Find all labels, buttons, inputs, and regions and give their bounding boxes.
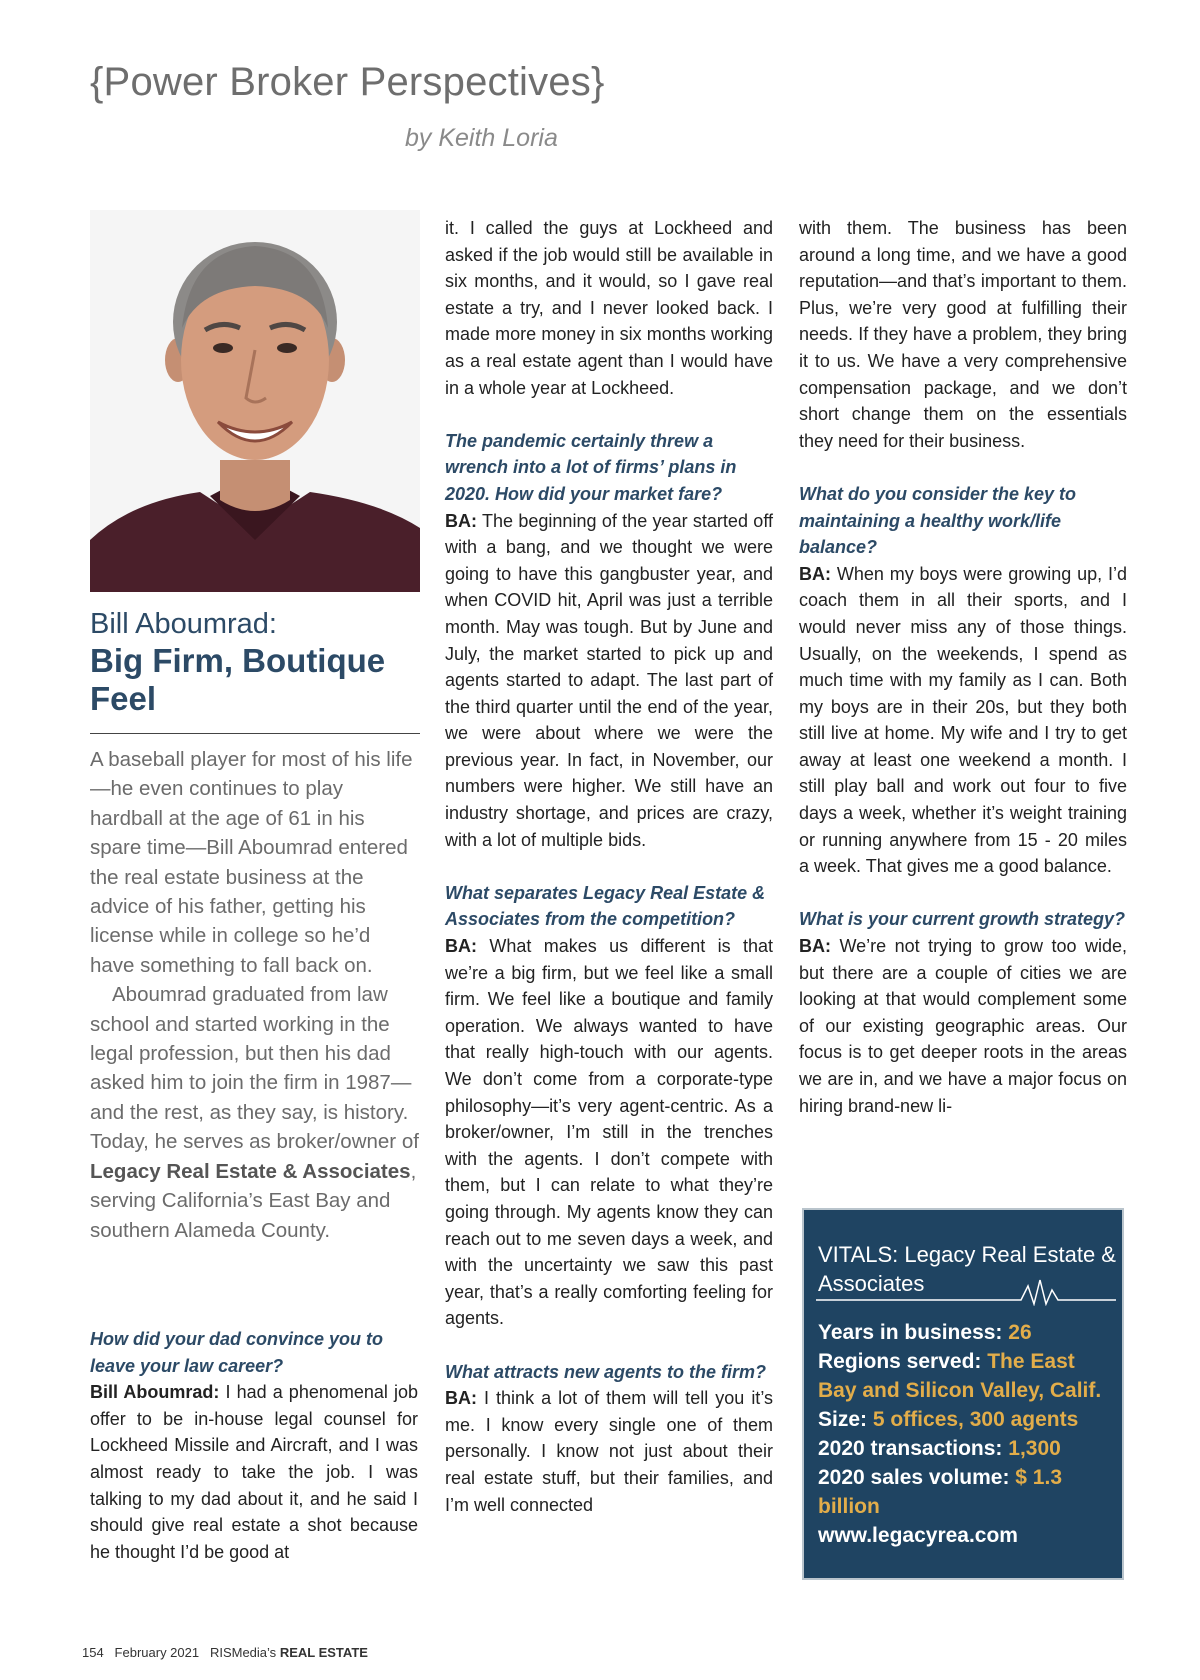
page-number: 154 bbox=[82, 1645, 104, 1660]
vitals-website[interactable]: www.legacyrea.com bbox=[818, 1524, 1018, 1547]
byline: by Keith Loria bbox=[405, 124, 558, 152]
answer-1 bbox=[90, 1379, 418, 1565]
vitals-row-size: Size: 5 offices, 300 agents bbox=[818, 1408, 1079, 1431]
question-2: The pandemic certainly threw a wrench into a lot of firms’ plans in 2020. How did your market fare? bbox=[445, 430, 737, 504]
intro-p2-end: , serving California’s East Bay and southern Alameda County. bbox=[90, 1159, 417, 1242]
question-3: What separates Legacy Real Estate & Associates from the competition? bbox=[445, 882, 766, 930]
answer-2 bbox=[445, 508, 773, 854]
vitals-list bbox=[818, 1318, 1118, 1550]
divider bbox=[90, 733, 420, 734]
vitals-row-years: Years in business: 26 bbox=[818, 1321, 1032, 1344]
speaker-label: BA: bbox=[445, 936, 477, 957]
question-1: How did your dad convince you to leave your law career? bbox=[90, 1329, 384, 1376]
vitals-title: VITALS: Legacy Real Estate & Associates bbox=[818, 1242, 1116, 1296]
section-title: {Power Broker Perspectives} bbox=[90, 60, 605, 104]
column-3 bbox=[799, 215, 1127, 1119]
issue-date: February 2021 bbox=[114, 1645, 200, 1660]
answer-4-text: I think a lot of them will tell you it’s me. I know every single one of them personally. I know not just about their real estate stuff, but their families, and I’m well connected bbox=[445, 1388, 773, 1515]
column-1 bbox=[90, 1326, 418, 1565]
speaker-label: BA: bbox=[799, 936, 831, 957]
question-5: What do you consider the key to maintaining a healthy work/life balance? bbox=[799, 483, 1077, 558]
question-4: What attracts new agents to the firm? bbox=[445, 1361, 767, 1382]
answer-6-text: We’re not trying to grow too wide, but there are a couple of cities we are looking at that would complement some of our existing geographic areas. Our focus is to get deeper roots in the areas we are in, and we have a major focus on hiring brand-new li- bbox=[799, 936, 1127, 1116]
vitals-row-transactions: 2020 transactions: 1,300 bbox=[818, 1437, 1061, 1460]
publication-brand: REAL ESTATE bbox=[279, 1645, 368, 1660]
page-footer bbox=[82, 1645, 368, 1660]
column-2 bbox=[445, 215, 773, 1518]
answer-4-continued: with them. The business has been around a long time, and we have a good reputation—and that’s important to them. Plus, we’re very good at fulfilling their needs. If they have a problem, they bring it to us. We have a very comprehensive compensation package, and we don’t short change them on the essentials they need for their business. bbox=[799, 218, 1127, 451]
subject-name: Bill Aboumrad: bbox=[90, 608, 277, 640]
answer-3-text: What makes us different is that we’re a big firm, but we feel like a small firm. We feel like a boutique and family operation. We always wanted to have that really high-touch with our agents. We don’t come from a corporate-type philosophy—it’s very agent-centric. As a broker/owner, I’m still in the trenches with the agents. I don’t compete with them, but I can relate to what they’re going through. My agents know they can reach out to me seven days a week, and with the uncertainty we saw this past year, that’s a really comforting feeling for agents. bbox=[445, 936, 773, 1329]
vitals-row-regions: Regions served: The East Bay and Silicon Valley, Calif. bbox=[818, 1350, 1102, 1402]
answer-4 bbox=[445, 1385, 773, 1518]
speaker-label: BA: bbox=[445, 1388, 477, 1409]
answer-1-continued: it. I called the guys at Lockheed and asked if the job would still be available in six months, and it would, so I gave real estate a try, and I never looked back. I made more money in six months working as a real estate agent than I would have in a whole year at Lockheed. bbox=[445, 218, 773, 398]
heartbeat-line-icon bbox=[816, 1276, 1116, 1306]
vitals-box bbox=[802, 1208, 1124, 1580]
speaker-label: BA: bbox=[799, 563, 831, 584]
speaker-label: BA: bbox=[445, 510, 477, 531]
question-6: What is your current growth strategy? bbox=[799, 909, 1126, 930]
firm-name: Legacy Real Estate & Associates bbox=[90, 1159, 411, 1183]
answer-1-text: I had a phenomenal job offer to be in-house legal counsel for Lockheed Missile and Aircraft, and I was almost ready to take the job. I was talking to my dad about it, and he said I should give real estate a shot because he thought I’d be good at bbox=[90, 1382, 418, 1562]
answer-6 bbox=[799, 933, 1127, 1119]
article-headline: Big Firm, Boutique Feel bbox=[90, 642, 386, 717]
speaker-label: Bill Aboumrad: bbox=[90, 1382, 220, 1403]
portrait-illustration bbox=[90, 210, 420, 592]
answer-5-text: When my boys were growing up, I’d coach them in all their sports, and I would never miss any of those things. Usually, on the weekends, I spend as much time with my family as I can. Both my boys are in their 20s, but they both still live at home. My wife and I try to get away at least one weekend a month. I still play ball and work out four to five days a week, whether it’s weight training or running anywhere from 15 - 20 miles a week. That gives me a good balance. bbox=[799, 563, 1127, 877]
answer-2-text: The beginning of the year started off with a bang, and we thought we were going to have this gangbuster year, and when COVID hit, April was just a terrible month. May was tough. But by June and July, the market started to pick up and agents started to adapt. The last part of the third quarter until the end of the year, we were about where we were the previous year. In fact, in November, our numbers were higher. We still have an industry shortage, and prices are crazy, with a lot of multiple bids. bbox=[445, 510, 773, 850]
vitals-row-sales-volume: 2020 sales volume: $ 1.3 billion bbox=[818, 1466, 1063, 1518]
answer-3 bbox=[445, 933, 773, 1332]
intro-text bbox=[90, 745, 420, 1245]
portrait-photo bbox=[90, 210, 420, 592]
answer-5 bbox=[799, 561, 1127, 880]
intro-paragraph-2 bbox=[90, 980, 420, 1245]
publisher: RISMedia’s bbox=[209, 1645, 277, 1660]
intro-paragraph-1: A baseball player for most of his life—he even continues to play hardball at the age of 61 in his spare time—Bill Aboumrad entered the real estate business at the advice of his father, getting his license while in college so he’d have something to fall back on. bbox=[90, 748, 413, 977]
intro-p2-text: Aboumrad graduated from law school and started working in the legal profession, but then his dad asked him to join the firm in 1987—and the rest, as they say, is history. Today, he serves as broker/owner of bbox=[90, 983, 419, 1154]
